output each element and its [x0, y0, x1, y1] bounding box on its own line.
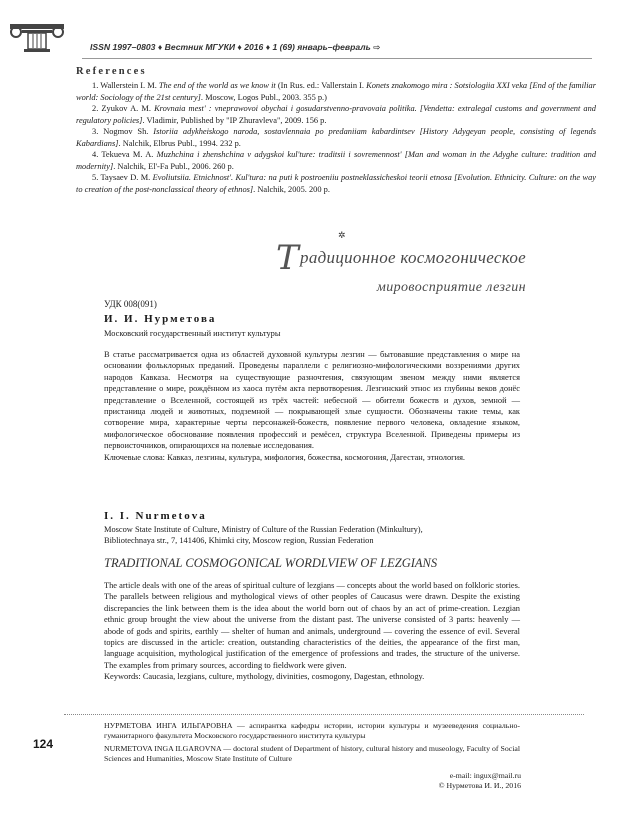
abstract-en-text: The article deals with one of the areas of spiritual culture of lezgians — concepts about the world based on folkloric stories. The parallels between religious and mythological views of other peoples of Caucasus were drawn. Despite the existing discrepancies the link between them is the idea about the world born out of chaos by an act of prime-creation. Lezgian ethnic group brought the view about the universe from the distant past. The universe consisted of 3 parts: heavenly — abode of gods and spirits, earthly — shelter of human and animals, underground — covering the essence of evil. Several topics are discussed in the article: creation, outstanding characteristics of the deities, the appearance of the first man, language acquisition, mythological justification of the emergence of professions and trades, the structure of the universe. The examples from primary sources, according to fieldwork were given.: [104, 581, 520, 670]
author-name-en: I. I. Nurmetova: [104, 510, 207, 522]
references-heading: References: [76, 66, 147, 77]
copyright: © Нурметова И. И., 2016: [438, 781, 521, 791]
keywords-ru: Ключевые слова: Кавказ, лезгины, культура, мифология, божества, космогония, Дагестан, этнология.: [104, 452, 466, 462]
references-list: [76, 80, 596, 195]
author-note-en: NURMETOVA INGA ILGAROVNA — doctoral student of Department of history, cultural history and museology, Faculty of Social Sciences and Humanities, Moscow State Institute of Culture: [104, 744, 520, 764]
article-title-line-2: мировосприятие лезгин: [376, 280, 526, 295]
reference-item: 2. Zyukov A. M. Krovnaia mest' : vneprawovoi obychai i gosudarstvenno-pravovaia politika. [Vendetta: extralegal customs and government and regulatory policies]. Vladimir, Published by "IP Zhuravleva", 2009. 156 p.: [76, 104, 596, 125]
udk-code: УДК 008(091): [104, 299, 157, 309]
article-title-en: TRADITIONAL COSMOGONICAL WORDLVIEW OF LEZGIANS: [104, 556, 438, 570]
author-name-ru: И. И. Нурметова: [104, 313, 217, 325]
header-divider: [82, 58, 592, 59]
author-note-ru: НУРМЕТОВА ИНГА ИЛЬГАРОВНА — аспирантка кафедры истории, истории культуры и музееведения социально-гуманитарного факультета Московского государственного института культуры: [104, 721, 520, 741]
keywords-en: Keywords: Caucasia, lezgians, culture, mythology, divinities, cosmogony, Dagestan, ethnology.: [104, 672, 425, 682]
journal-logo-icon: [8, 18, 66, 54]
abstract-en: [104, 580, 520, 683]
reference-item: 1. Wallerstein I. M. The end of the world as we know it (In Rus. ed.: Vallerstain I. Konets znakomogo mira : Sotsiologiia XXI veka [End of the familiar world: Sociology of the 21st century]. Moscow, Logos Publ., 2003. 355 p.): [76, 81, 597, 102]
affiliation-ru: Московский государственный институт культуры: [104, 329, 281, 338]
reference-item: 3. Nogmov Sh. Istoriia adykheiskogo naroda, sostavlennaia po predaniiam kabardintsev [History Adygeyan people, consisting of legends Kabardians]. Nalchik, Elbrus Publ., 1994. 232 p.: [76, 127, 596, 148]
reference-item: 4. Tekueva M. A. Muzhchina i zhenshchina v adygskoi kul'ture: traditsii i sovremennost' [Man and woman in the Adyghe culture: tradition and modernity]. Nalchik, El'-Fa Publ., 2006. 260 p.: [76, 150, 597, 171]
title-initial: Т: [276, 238, 300, 278]
author-email: e-mail: ingux@mail.ru: [449, 771, 521, 780]
section-separator-icon: ✲: [338, 230, 346, 240]
article-title: [220, 238, 526, 296]
reference-item: 5. Taysaev D. M. Evoliutsiia. Etnichnost'. Kul'tura: na puti k postroeniiu postneklassicheskoi teorii etnosa [Evolution. Ethnicity. Culture: on the way to creation of the post-nonclassical theory of ethnos]. Nalchik, 2005. 200 p.: [76, 173, 596, 194]
article-title-line-1: Традиционное космогоническое: [276, 238, 526, 278]
journal-header: ISSN 1997–0803 ♦ Вестник МГУКИ ♦ 2016 ♦ 1 (69) январь–февраль ⇨: [90, 42, 381, 52]
footer-divider: [64, 714, 584, 715]
contact-block: [380, 771, 521, 792]
page-number: 124: [33, 737, 54, 751]
affiliation-en: Moscow State Institute of Culture, Ministry of Culture of the Russian Federation (Minkultury), Bibliotechnaya str., 7, 141406, Khimki city, Moscow region, Russian Federation: [104, 525, 423, 546]
abstract-ru-text: В статье рассматривается одна из областей духовной культуры лезгин — бытовавшие представления о мире на основании фольклорных преданий. Проведены параллели с религиозно-мифологическими воззрениями других народов Кавказа. Несмотря на существующие разночтения, связующим звеном между ними является представление о мире, рождённом из хаоса путём акта первотворения. Лезгинский этнос из глубины веков донёс представление о Вселенной, состоящей из трёх частей: небесной — обители божеств и духов, земной — пристаница людей и животных, подземной — покрывающей злые сущности. Обозначены такие темы, как сотворение мира, характерные черты персонажей-божеств, появление первого человека, овладение языком, мифологическое обоснование появления профессий и ремёсел, структура Вселенной. Приведены примеры из первоисточников, опирающихся на полевые исследования.: [104, 350, 520, 451]
abstract-ru: [104, 349, 520, 463]
